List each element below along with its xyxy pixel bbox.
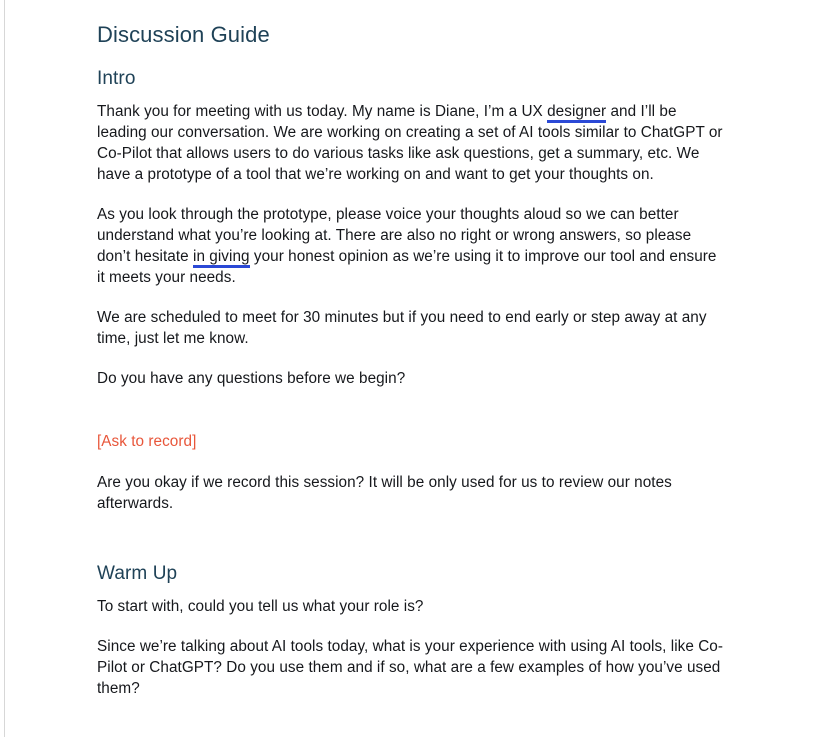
- text-run: As you look through the prototype, please voice your thoughts aloud so we can better understand what you’re looking at. There are also no right or wrong answers, so please don’t hesitate: [97, 206, 692, 265]
- text-run: your honest opinion as we’re using it to improve our tool and ensure it meets your needs.: [97, 248, 717, 286]
- paragraph-intro-2: [97, 185, 727, 288]
- paragraph-warmup-1: To start with, could you tell us what your role is?: [97, 598, 424, 615]
- text-run: Thank you for meeting with us today. My name is Diane, I’m a UX: [97, 103, 548, 120]
- section-heading-intro: Intro: [97, 68, 136, 89]
- paragraph-intro-3: We are scheduled to meet for 30 minutes but if you need to end early or step away at any time, just let me know.: [97, 309, 707, 347]
- left-margin-rule: [4, 0, 5, 737]
- callout-ask-to-record: [Ask to record]: [97, 433, 197, 450]
- text-run: and I’ll be leading our conversation. We are working on creating a set of AI tools similar to ChatGPT or Co-Pilot that allows users to do various tasks like ask questions, get a summary, etc. We have a prototype of a tool that we’re working on and want to get your thoughts on.: [97, 103, 723, 183]
- section-heading-warm-up: Warm Up: [97, 563, 178, 584]
- grammar-suggestion-in-giving[interactable]: in giving: [193, 248, 250, 268]
- grammar-suggestion-designer[interactable]: designer: [547, 103, 606, 123]
- paragraph-intro-4: Do you have any questions before we begin?: [97, 370, 406, 387]
- paragraph-intro-1: [97, 91, 727, 185]
- document-content: [97, 0, 727, 699]
- page-title: Discussion Guide: [97, 22, 270, 47]
- paragraph-record-consent: Are you okay if we record this session? It will be only used for us to review our notes afterwards.: [97, 474, 672, 512]
- paragraph-warmup-2: Since we’re talking about AI tools today, what is your experience with using AI tools, like Co-Pilot or ChatGPT? Do you use them and if so, what are a few examples of how you’ve used them?: [97, 638, 724, 697]
